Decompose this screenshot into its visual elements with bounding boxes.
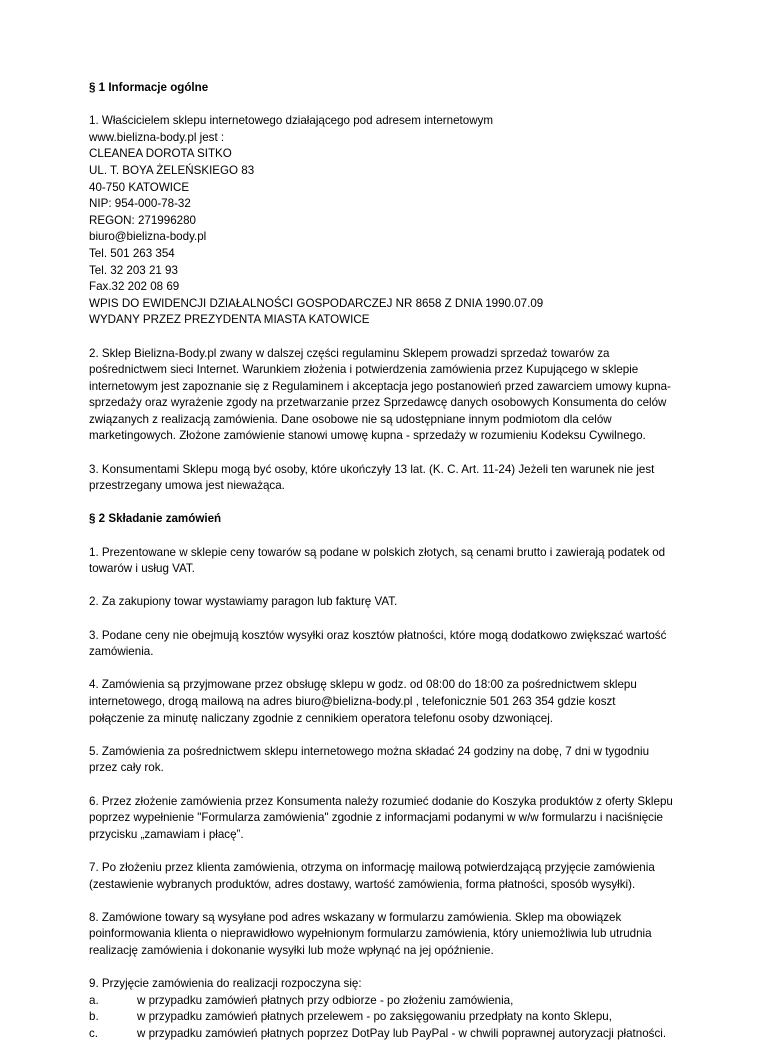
text-line: Tel. 501 263 354 xyxy=(89,246,175,260)
text-line: REGON: 271996280 xyxy=(89,213,196,227)
list-item-text: w przypadku zamówień płatnych przelewem - po zaksięgowaniu przedpłaty na konto Sklepu, xyxy=(137,1010,612,1024)
text-line: 2. Za zakupiony towar wystawiamy paragon lub fakturę VAT. xyxy=(89,595,398,609)
section-2-paragraph-9-list xyxy=(89,993,689,1042)
text-line: www.bielizna-body.pl jest : xyxy=(89,130,225,144)
text-line: 8. Zamówione towary są wysyłane pod adres wskazany w formularzu zamówienia. Sklep ma obowiązek xyxy=(89,910,622,924)
text-line: przycisku „zamawiam i płacę”. xyxy=(89,827,244,841)
text-line: 1. Prezentowane w sklepie ceny towarów są podane w polskich złotych, są cenami brutto i zawierają podatek od xyxy=(89,545,666,559)
list-item xyxy=(89,993,689,1010)
text-line: 3. Podane ceny nie obejmują kosztów wysyłki oraz kosztów płatności, które mogą dodatkowo zwiększać wartość xyxy=(89,628,667,642)
text-line: (zestawienie wybranych produktów, adres dostawy, wartość zamówienia, forma płatności, sposób wysyłki). xyxy=(89,877,636,891)
text-line: Tel. 32 203 21 93 xyxy=(89,263,178,277)
text-line: związanych z realizacją zamówienia. Dane osobowe nie są udostępniane innym podmiotom dla celów xyxy=(89,412,612,426)
text-line: WYDANY PRZEZ PREZYDENTA MIASTA KATOWICE xyxy=(89,313,370,327)
text-line: przestrzegany umowa jest nieważąca. xyxy=(89,479,285,493)
section-1-paragraph-2 xyxy=(89,346,689,446)
text-line: NIP: 954-000-78-32 xyxy=(89,197,191,211)
text-line: internetowego, drogą mailową na adres biuro@bielizna-body.pl , telefonicznie 501 263 354 gdzie koszt xyxy=(89,694,616,708)
text-line: 40-750 KATOWICE xyxy=(89,180,190,194)
text-line: WPIS DO EWIDENCJI DZIAŁALNOŚCI GOSPODARCZEJ NR 8658 Z DNIA 1990.07.09 xyxy=(89,296,544,310)
text-line: marketingowych. Złożone zamówienie stanowi umowę kupna - sprzedaży w rozumieniu Kodeksu Cywilnego. xyxy=(89,429,646,443)
section-2-heading: § 2 Składanie zamówień xyxy=(89,512,222,526)
list-item-marker: a. xyxy=(89,993,99,1007)
text-line: 7. Po złożeniu przez klienta zamówienia, otrzyma on informację mailową potwierdzającą przyjęcie zamówienia xyxy=(89,860,655,874)
document-body xyxy=(89,80,689,1042)
text-line: 4. Zamówienia są przyjmowane przez obsługę sklepu w godz. od 08:00 do 18:00 za pośrednictwem sklepu xyxy=(89,678,637,692)
text-line: UL. T. BOYA ŻELEŃSKIEGO 83 xyxy=(89,163,255,177)
section-2-paragraph-3 xyxy=(89,628,689,661)
text-line: poinformowania klienta o nieprawidłowo wypełnionym formularzu zamówienia, który uniemożliwia lub utrudnia xyxy=(89,927,652,941)
list-item-marker: b. xyxy=(89,1010,99,1024)
text-line: internetowym jest zapoznanie się z Regulaminem i akceptacja jego postanowień przed zawarciem umowy kupna- xyxy=(89,379,671,393)
section-1-paragraph-1 xyxy=(89,113,689,329)
section-2-paragraph-9-intro: 9. Przyjęcie zamówienia do realizacji rozpoczyna się: xyxy=(89,977,362,991)
list-item-text: w przypadku zamówień płatnych poprzez DotPay lub PayPal - w chwili poprawnej autoryzacji płatności. xyxy=(137,1026,667,1040)
section-2-paragraph-5 xyxy=(89,744,689,777)
section-2-paragraphs xyxy=(89,545,689,976)
section-2-paragraph-6 xyxy=(89,794,689,844)
section-1-paragraph-3 xyxy=(89,462,689,495)
text-line: 2. Sklep Bielizna-Body.pl zwany w dalszej części regulaminu Sklepem prowadzi sprzedaż towarów za xyxy=(89,346,610,360)
text-line: połączenie za minutę naliczany zgodnie z cennikiem operatora telefonu osoby dzwoniącej. xyxy=(89,711,554,725)
text-line: 3. Konsumentami Sklepu mogą być osoby, które ukończyły 13 lat. (K. C. Art. 11-24) Jeżeli ten warunek nie jest xyxy=(89,462,655,476)
list-item-marker: c. xyxy=(89,1026,99,1040)
text-line: realizację zamówienia i dokonanie wysyłki lub może wpłynąć na jej opóźnienie. xyxy=(89,943,494,957)
section-2-paragraph-2 xyxy=(89,594,689,611)
text-line: 1. Właścicielem sklepu internetowego działającego pod adresem internetowym xyxy=(89,114,494,128)
section-2-paragraph-7 xyxy=(89,860,689,893)
section-2-paragraph-4 xyxy=(89,677,689,727)
text-line: przez cały rok. xyxy=(89,761,164,775)
list-item xyxy=(89,1026,689,1042)
text-line: zamówienia. xyxy=(89,645,154,659)
text-line: CLEANEA DOROTA SITKO xyxy=(89,147,232,161)
list-item xyxy=(89,1009,689,1026)
text-line: biuro@bielizna-body.pl xyxy=(89,230,207,244)
section-1-heading: § 1 Informacje ogólne xyxy=(89,81,209,94)
section-2-paragraph-1 xyxy=(89,545,689,578)
text-line: poprzez wypełnienie "Formularza zamówienia" zgodnie z informacjami podanymi w w/w formularzu i naciśnięcie xyxy=(89,811,663,825)
text-line: pośrednictwem sieci Internet. Warunkiem złożenia i potwierdzenia zamówienia przez Kupującego w sklepie xyxy=(89,363,639,377)
text-line: Fax.32 202 08 69 xyxy=(89,280,180,294)
text-line: 5. Zamówienia za pośrednictwem sklepu internetowego można składać 24 godziny na dobę, 7 dni w tygodniu xyxy=(89,744,650,758)
text-line: sprzedaży oraz wyrażenie zgody na przetwarzanie przez Sprzedawcę danych osobowych Konsumenta do celów xyxy=(89,396,667,410)
list-item-text: w przypadku zamówień płatnych przy odbiorze - po złożeniu zamówienia, xyxy=(137,993,514,1007)
text-line: 6. Przez złożenie zamówienia przez Konsumenta należy rozumieć dodanie do Koszyka produktów z oferty Sklepu xyxy=(89,794,673,808)
text-line: towarów i usług VAT. xyxy=(89,562,195,576)
section-2-paragraph-8 xyxy=(89,910,689,960)
